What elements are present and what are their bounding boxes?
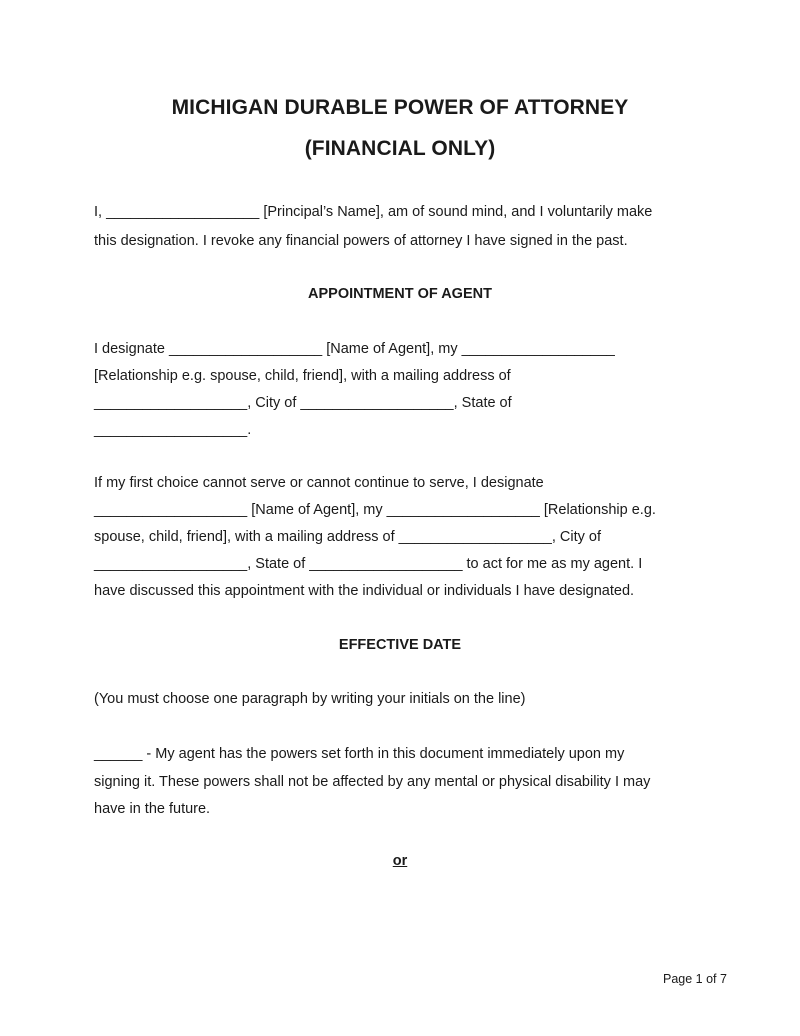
appointment-para1-line-2: [Relationship e.g. spouse, child, friend], with a mailing address of xyxy=(94,368,511,384)
effective-date-instruction: (You must choose one paragraph by writing your initials on the line) xyxy=(94,691,526,707)
effective-option1-line-1: ______ - My agent has the powers set forth in this document immediately upon my xyxy=(94,746,625,762)
appointment-para2-line-4: ___________________, State of ___________________ to act for me as my agent. I xyxy=(94,556,643,572)
appointment-para2-line-3: spouse, child, friend], with a mailing address of ___________________, City of xyxy=(94,529,602,545)
effective-option1-line-3: have in the future. xyxy=(94,801,211,817)
appointment-para2-line-5: have discussed this appointment with the individual or individuals I have designated. xyxy=(94,583,635,599)
appointment-para1-line-1: I designate ___________________ [Name of Agent], my ___________________ xyxy=(94,341,615,357)
section-heading-effective-date: EFFECTIVE DATE xyxy=(338,637,462,653)
intro-line-1: I, ___________________ [Principal’s Name], am of sound mind, and I voluntarily make xyxy=(94,204,653,220)
appointment-para2-line-2: ___________________ [Name of Agent], my ___________________ [Relationship e.g. xyxy=(94,502,656,518)
document-title-line2: (FINANCIAL ONLY) xyxy=(304,137,496,160)
or-separator: or xyxy=(392,853,408,869)
appointment-para1-line-4: ___________________. xyxy=(94,422,252,438)
section-heading-appointment: APPOINTMENT OF AGENT xyxy=(308,286,492,302)
appointment-para2-line-1: If my first choice cannot serve or cannot continue to serve, I designate xyxy=(94,475,544,491)
page-number: Page 1 of 7 xyxy=(663,972,727,986)
appointment-para1-line-3: ___________________, City of ___________________, State of xyxy=(94,395,512,411)
intro-line-2: this designation. I revoke any financial powers of attorney I have signed in the past. xyxy=(94,233,628,249)
document-title-line1: MICHIGAN DURABLE POWER OF ATTORNEY xyxy=(171,96,629,119)
effective-option1-line-2: signing it. These powers shall not be affected by any mental or physical disability I may xyxy=(94,774,651,790)
